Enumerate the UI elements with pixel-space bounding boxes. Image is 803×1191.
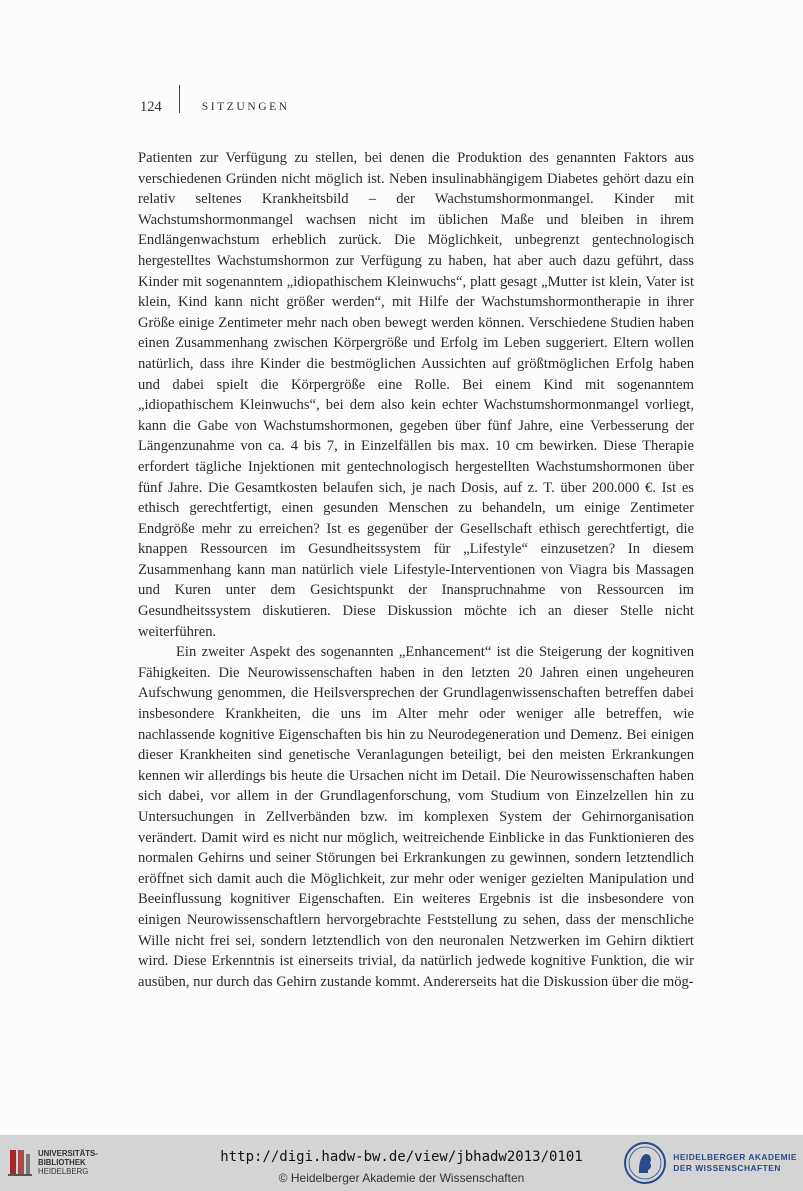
paragraph-1: Patienten zur Verfügung zu stellen, bei denen die Produktion des genannten Faktors aus verschiedenen Gründen nicht möglich ist. Neben insulinabhängigem Diabetes gehört dazu ein relativ seltenes Krankheitsbild – der Wachstumshormonmangel. Kinder mit Wachstumshormonmangel wachsen nicht im üblichen Maße und bleiben in ihrem Endlängenwachstum erheblich zurück. Die Möglichkeit, unbegrenzt gentechnologisch hergestelltes Wachstumshormon zur Verfügung zu haben, hat aber auch dazu geführt, dass Kinder mit sogenanntem „idiopathischem Kleinwuchs“, platt gesagt „Mutter ist klein, Vater ist klein, Kind kann nicht größer werden“, mit Hilfe der Wachstumshormontherapie in ihrer Größe einige Zentimeter mehr nach oben bewegt werden können. Verschiedene Studien haben einen Zusammenhang zwischen Körpergröße und Erfolg im Leben suggeriert. Eltern wollen natürlich, dass ihre Kinder die bestmöglichen Aussichten auf größtmöglichen Erfolg haben und dabei spielt die Körpergröße eine Rolle. Bei einem Kind mit sogenanntem „idiopathischem Kleinwuchs“, bei dem also kein echter Wachstumshormonmangel vorliegt, kann die Gabe von Wachstumshormonen, gegeben über fünf Jahre, eine Verbesserung der Längenzunahme von ca. 4 bis 7, in Einzelfällen bis max. 10 cm bewirken. Diese Therapie erfordert tägliche Injektionen mit gentechnologisch hergestellten Wachstumshormonen über fünf Jahre. Die Gesamtkosten belaufen sich, je nach Dosis, auf z. T. über 200.000 €. Ist es ethisch gerechtfertigt, einen gesunden Menschen zu behandeln, um einige Zentimeter Endgröße mehr zu erreichen? Ist es gegenüber der Gesellschaft ethisch gerechtfertigt, die knappen Ressourcen im Gesundheitssystem für „Lifestyle“ einzusetzen? In diesem Zusammenhang kann man natürlich viele Lifestyle-Interventionen von Viagra bis Massagen und Kuren unter dem Gesichtspunkt der Inanspruchnahme von Ressourcen im Gesundheitssystem diskutieren. Diese Diskussion möchte ich an dieser Stelle nicht weiterführen.	[138, 150, 694, 640]
academy-line-2: DER WISSENSCHAFTEN	[673, 1163, 781, 1173]
ub-line-1: UNIVERSITÄTS-	[38, 1148, 98, 1158]
academy-logo[interactable]	[623, 1141, 797, 1185]
paragraph-2: Ein zweiter Aspekt des sogenannten „Enhancement“ ist die Steigerung der kognitiven Fähigkeiten. Die Neurowissenschaften haben in den letzten 20 Jahren einen ungeheuren Aufschwung genommen, die Heilsversprechen der Grundlagenwissenschaften betreffen dabei insbesondere Krankheiten, die uns im Alter mehr oder weniger alle betreffen, wie nachlassende kognitive Eigenschaften bis hin zu Neurodegeneration und Demenz. Bei einigen dieser Krankheiten sind genetische Veranlagungen beteiligt, bei den meisten Erkrankungen kennen wir allerdings bis heute die Ursachen nicht im Detail. Die Neurowissenschaften haben sich dabei, vor allem in der Grundlagenforschung, vom Studium von Einzelzellen hin zu Untersuchungen in Zellverbänden bzw. im komplexen System der Gehirnorganisation verändert. Damit wird es nicht nur möglich, weitreichende Einblicke in das Funktionieren des normalen Gehirns und seiner Störungen bei Erkrankungen zu gewinnen, sondern letztendlich eröffnet sich damit auch die Möglichkeit, zur mehr oder weniger gezielten Manipulation und Beeinflussung kognitiver Eigenschaften. Ein weiteres Ergebnis ist die insbesondere von einigen Neurowissenschaftlern hervorgebrachte Feststellung zu sehen, dass der menschliche Wille nicht frei sei, sondern letztendlich von den neuronalen Netzwerken im Gehirn diktiert wird. Diese Erkenntnis ist einerseits trivial, da natürlich jedwede kognitive Funktion, die wir ausüben, nur durch das Gehirn zustande kommt. Andererseits hat die Diskussion über die mög-	[138, 644, 694, 990]
footer-bar	[0, 1135, 803, 1191]
permalink-url[interactable]: http://digi.hadw-bw.de/view/jbhadw2013/0101	[220, 1149, 583, 1165]
page-number: 124	[140, 98, 162, 115]
academy-name	[673, 1152, 797, 1174]
copyright-notice: © Heidelberger Akademie der Wissenschaften	[278, 1171, 525, 1185]
header-divider	[179, 85, 180, 113]
ub-line-3: HEIDELBERG	[38, 1166, 89, 1176]
running-head	[140, 96, 290, 118]
academy-seal-icon	[623, 1141, 667, 1185]
body-text	[138, 148, 694, 992]
section-title: SITZUNGEN	[201, 101, 290, 113]
ub-line-2: BIBLIOTHEK	[38, 1157, 86, 1167]
academy-line-1: HEIDELBERGER AKADEMIE	[673, 1152, 797, 1162]
